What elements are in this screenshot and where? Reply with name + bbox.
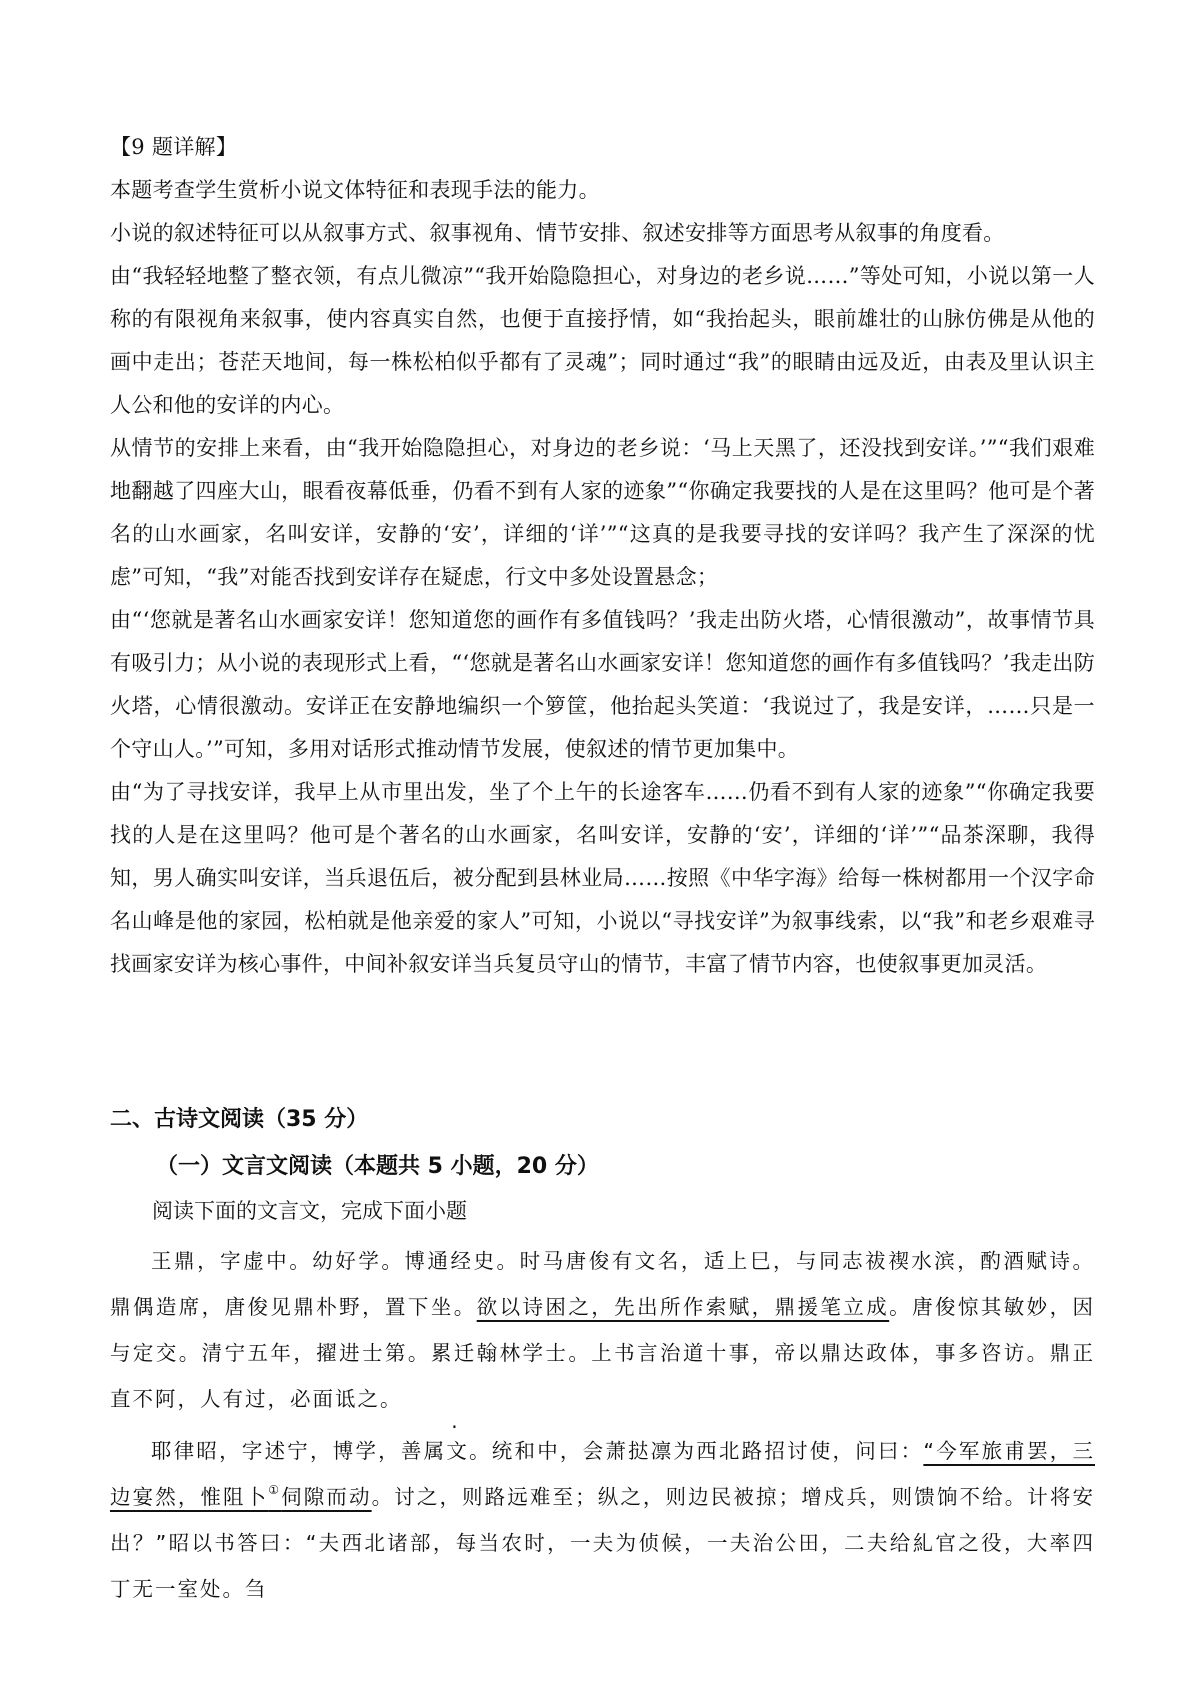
underlined-segment: 伺隙而动 (281, 1485, 372, 1509)
answer-paragraph-1: 本题考查学生赏析小说文体特征和表现手法的能力。 (110, 178, 600, 202)
footnote-marker: ① (268, 1483, 282, 1497)
classical-text-segment: 。讨之，则路远难至；纵之，则边民被掠；增戍兵，则馈饷不给。计将安出？”昭以书答曰：“夫西北诸部，每当农时，一夫为侦候，一夫治公田，二夫给糺官之役，大率四丁无一室处。刍 (110, 1485, 1096, 1601)
answer-explanation (110, 126, 1095, 986)
dotted-character: 属 (423, 1439, 447, 1463)
answer-paragraph-2: 小说的叙述特征可以从叙事方式、叙事视角、情节安排、叙述安排等方面思考从叙事的角度看。 (110, 221, 1005, 245)
answer-paragraph-3: 由“我轻轻地整了整衣领，有点儿微凉”“我开始隐隐担心，对身边的老乡说……”等处可知，小说以第一人称的有限视角来叙事，使内容真实自然，也便于直接抒情，如“我抬起头，眼前雄壮的山脉仿佛是从他的画中走出；苍茫天地间，每一株松柏似乎都有了灵魂”；同时通过“我”的眼睛由远及近，由表及里认识主人公和他的安详的内心。 (110, 264, 1095, 417)
classical-text-segment: 。唐俊惊其敏妙，因与定交。清宁五年，擢进士第。累迁翰林学士。上书言治道十事，帝以鼎达政体，事多咨访。鼎正直不阿，人有过，必面诋之。 (110, 1295, 1096, 1411)
classical-text-segment: 王鼎，字虚中。幼好学。博通经史。时马唐俊有文名，适上巳，与同志祓禊水滨，酌酒赋诗。鼎偶造席，唐俊见鼎朴野，置下坐。 (110, 1249, 1095, 1319)
underlined-segment: “今军旅甫罢，三边宴然，惟阻卜 (110, 1439, 1096, 1509)
classical-text-segment: 文。统和中，会萧挞凛为西北路招讨使，问曰： (446, 1439, 924, 1463)
section-title: 二、古诗文阅读（35 分） (110, 1107, 369, 1132)
answer-paragraph-4: 从情节的安排上来看，由“我开始隐隐担心，对身边的老乡说：‘马上天黑了，还没找到安详。’”“我们艰难地翻越了四座大山，眼看夜幕低垂，仍看不到有人家的迹象”“你确定我要找的人是在这里吗？他可是个著名的山水画家，名叫安详，安静的‘安’，详细的‘详’”“这真的是我要寻找的安详吗？我产生了深深的忧虑”可知，“我”对能否找到安详存在疑虑，行文中多处设置悬念； (110, 436, 1095, 589)
classical-text (110, 1238, 1095, 1618)
section-subtitle: （一）文言文阅读（本题共 5 小题，20 分） (156, 1154, 599, 1179)
classical-paragraph-1 (110, 1238, 1095, 1422)
classical-paragraph-2 (110, 1428, 1095, 1612)
reading-instruction: 阅读下面的文言文，完成下面小题 (152, 1199, 467, 1223)
classical-text-segment: 耶律昭，字述宁，博学，善 (151, 1439, 424, 1463)
answer-heading: 【9 题详解】 (110, 135, 238, 159)
answer-paragraph-6: 由“为了寻找安详，我早上从市里出发，坐了个上午的长途客车……仍看不到有人家的迹象”“你确定我要找的人是在这里吗？他可是个著名的山水画家，名叫安详，安静的‘安’，详细的‘详’”“品茶深聊，我得知，男人确实叫安详，当兵退伍后，被分配到县林业局……按照《中华字海》给每一株树都用一个汉字命名山峰是他的家园，松柏就是他亲爱的家人”可知，小说以“寻找安详”为叙事线索，以“我”和老乡艰难寻找画家安详为核心事件，中间补叙安详当兵复员守山的情节，丰富了情节内容，也使叙事更加灵活。 (110, 780, 1095, 976)
answer-paragraph-5: 由“‘您就是著名山水画家安详！您知道您的画作有多值钱吗？’我走出防火塔，心情很激动”，故事情节具有吸引力；从小说的表现形式上看，“‘您就是著名山水画家安详！您知道您的画作有多值钱吗？’我走出防火塔，心情很激动。安详正在安静地编织一个箩筐，他抬起头笑道：‘我说过了，我是安详，……只是一个守山人。’”可知，多用对话形式推动情节发展，使叙述的情节更加集中。 (110, 608, 1095, 761)
underlined-sentence-1: 欲以诗困之，先出所作索赋，鼎援笔立成 (476, 1295, 890, 1319)
